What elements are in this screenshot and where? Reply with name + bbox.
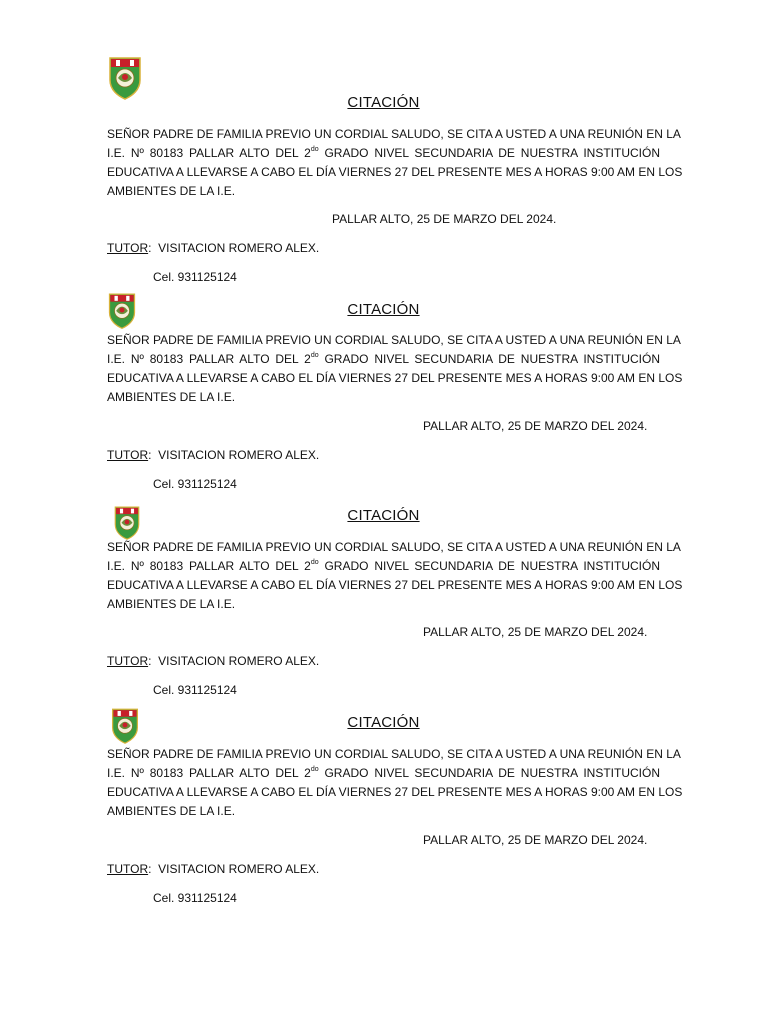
tutor-phone: Cel. 931125124 bbox=[153, 270, 237, 284]
tutor-phone: Cel. 931125124 bbox=[153, 477, 237, 491]
tutor-phone: Cel. 931125124 bbox=[153, 683, 237, 697]
tutor-line: TUTOR: VISITACION ROMERO ALEX. bbox=[107, 654, 320, 668]
tutor-line: TUTOR: VISITACION ROMERO ALEX. bbox=[107, 241, 320, 255]
citation-title: CITACIÓN bbox=[347, 94, 420, 111]
citation-title: CITACIÓN bbox=[347, 507, 420, 524]
citation-date: PALLAR ALTO, 25 DE MARZO DEL 2024. bbox=[423, 833, 648, 847]
citation-date: PALLAR ALTO, 25 DE MARZO DEL 2024. bbox=[332, 212, 557, 226]
tutor-line: TUTOR: VISITACION ROMERO ALEX. bbox=[107, 448, 320, 462]
tutor-line: TUTOR: VISITACION ROMERO ALEX. bbox=[107, 862, 320, 876]
citation-date: PALLAR ALTO, 25 DE MARZO DEL 2024. bbox=[423, 625, 648, 639]
citation-title: CITACIÓN bbox=[347, 301, 420, 318]
citation-title: CITACIÓN bbox=[347, 714, 420, 731]
citation-date: PALLAR ALTO, 25 DE MARZO DEL 2024. bbox=[423, 419, 648, 433]
tutor-phone: Cel. 931125124 bbox=[153, 891, 237, 905]
citation-body: SEÑOR PADRE DE FAMILIA PREVIO UN CORDIAL SALUDO, SE CITA A USTED A UNA REUNIÓN EN LA I.E. Nº 80183 PALLAR ALTO DEL $2^{do}$ GRADO NIVEL SECUNDARIA DE NUESTRA INSTITUCIÓN EDUCATIVA A LLEVARSE A CABO EL DÍA VIERNES 27 DEL PRESENTE MES A HORAS 9:00 AM EN LOS AMBIENTES DE LA I.E. bbox=[107, 333, 683, 404]
citation-body: SEÑOR PADRE DE FAMILIA PREVIO UN CORDIAL SALUDO, SE CITA A USTED A UNA REUNIÓN EN LA I.E. Nº 80183 PALLAR ALTO DEL $2^{do}$ GRADO NIVEL SECUNDARIA DE NUESTRA INSTITUCIÓN EDUCATIVA A LLEVARSE A CABO EL DÍA VIERNES 27 DEL PRESENTE MES A HORAS 9:00 AM EN LOS AMBIENTES DE LA I.E. bbox=[107, 747, 683, 818]
citation-body: SEÑOR PADRE DE FAMILIA PREVIO UN CORDIAL SALUDO, SE CITA A USTED A UNA REUNIÓN EN LA I.E. Nº 80183 PALLAR ALTO DEL $2^{do}$ GRADO NIVEL SECUNDARIA DE NUESTRA INSTITUCIÓN EDUCATIVA A LLEVARSE A CABO EL DÍA VIERNES 27 DEL PRESENTE MES A HORAS 9:00 AM EN LOS AMBIENTES DE LA I.E. bbox=[107, 127, 683, 198]
citation-body: SEÑOR PADRE DE FAMILIA PREVIO UN CORDIAL SALUDO, SE CITA A USTED A UNA REUNIÓN EN LA I.E. Nº 80183 PALLAR ALTO DEL $2^{do}$ GRADO NIVEL SECUNDARIA DE NUESTRA INSTITUCIÓN EDUCATIVA A LLEVARSE A CABO EL DÍA VIERNES 27 DEL PRESENTE MES A HORAS 9:00 AM EN LOS AMBIENTES DE LA I.E. bbox=[107, 540, 683, 611]
